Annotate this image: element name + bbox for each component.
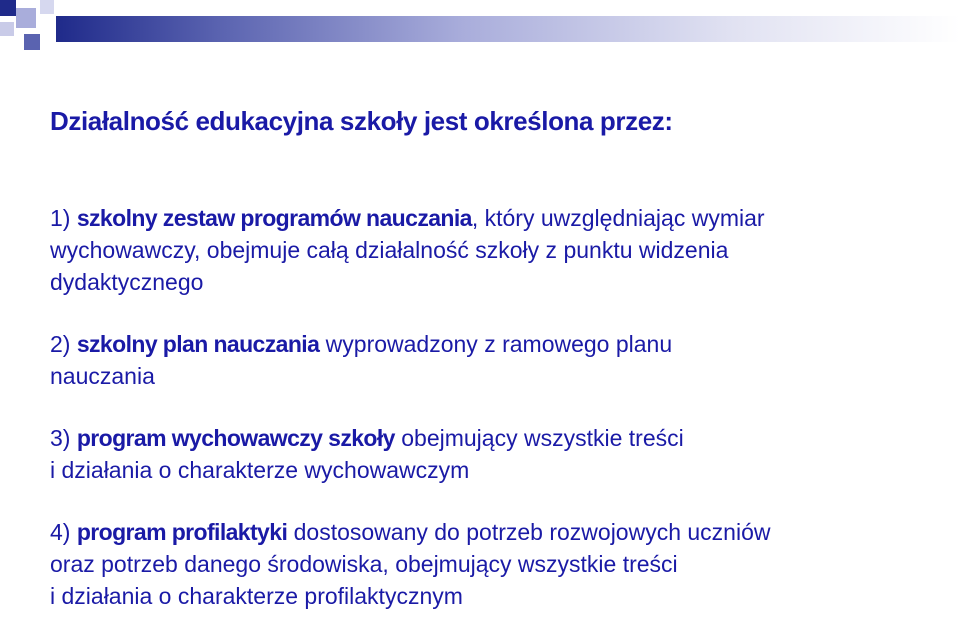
slide-content [50, 202, 940, 642]
decor-gradient-bar [56, 16, 960, 42]
decor-square [40, 0, 54, 14]
decor-square [16, 8, 36, 28]
item-bold-term: program wychowawczy szkoły [76, 425, 395, 451]
item-bold-term: szkolny plan nauczania [76, 331, 320, 357]
item-text-line: wychowawczy, obejmuje całą działalność szkoły z punktu widzenia [50, 237, 729, 263]
header-decoration [0, 0, 960, 60]
item-text: wyprowadzony z ramowego planu [319, 331, 673, 357]
decor-square [0, 22, 14, 36]
item-text: obejmujący wszystkie treści [394, 425, 684, 451]
list-item-first-line [50, 202, 940, 234]
item-bold-term: szkolny zestaw programów nauczania [76, 205, 472, 231]
item-text: dostosowany do potrzeb rozwojowych uczniów [287, 519, 771, 545]
item-number: 2) [50, 331, 71, 357]
list-item-first-line [50, 328, 940, 360]
item-number: 4) [50, 519, 71, 545]
item-text-line: i działania o charakterze profilaktycznym [50, 583, 463, 609]
decor-square [0, 0, 16, 16]
list-item-first-line [50, 422, 940, 454]
list-item-first-line [50, 516, 940, 548]
item-number: 3) [50, 425, 71, 451]
item-number: 1) [50, 205, 71, 231]
list-item [50, 328, 940, 392]
item-text-line: dydaktycznego [50, 269, 204, 295]
item-bold-term: program profilaktyki [76, 519, 288, 545]
list-item [50, 202, 940, 298]
list-item [50, 422, 940, 486]
item-text-line: i działania o charakterze wychowawczym [50, 457, 470, 483]
list-item [50, 516, 940, 612]
item-text-line: oraz potrzeb danego środowiska, obejmujący wszystkie treści [50, 551, 678, 577]
item-text-line: nauczania [50, 363, 155, 389]
decor-square [24, 34, 40, 50]
item-text: , który uwzględniając wymiar [471, 205, 765, 231]
slide-title: Działalność edukacyjna szkoły jest określona przez: [50, 106, 673, 136]
